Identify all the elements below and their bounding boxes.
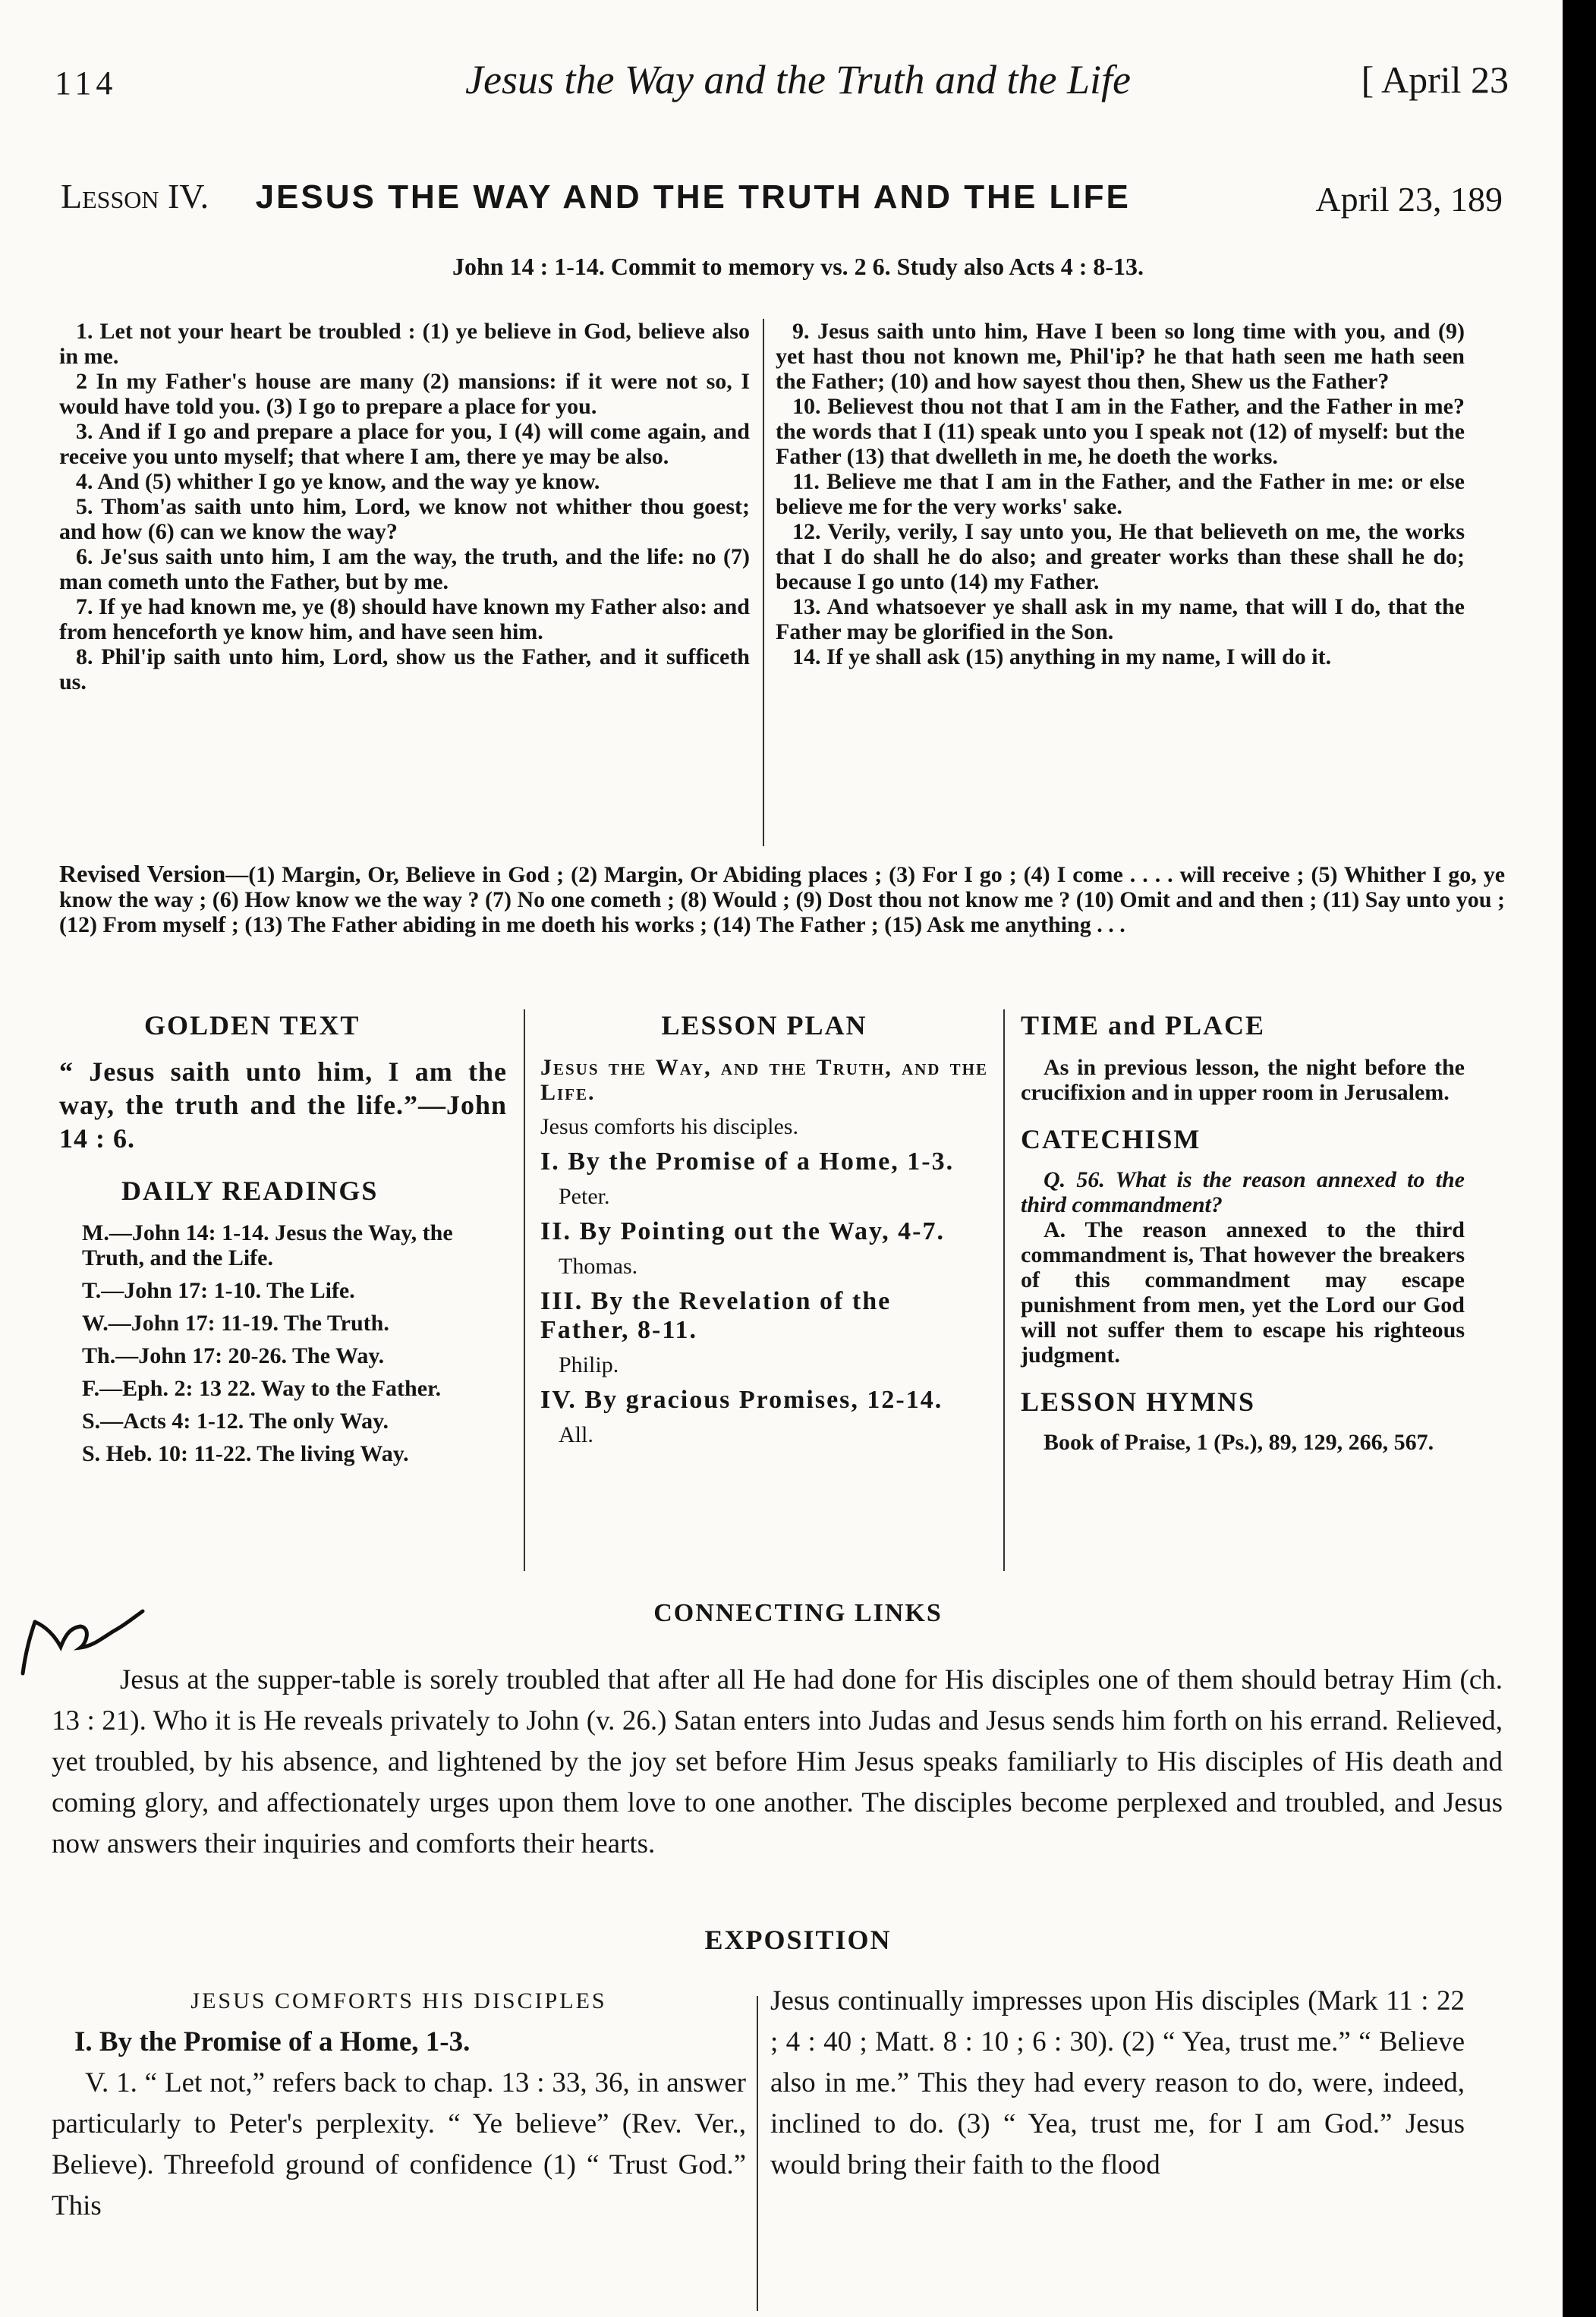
lesson-plan-intro: Jesus comforts his disciples.	[540, 1114, 798, 1139]
verse: 3. And if I go and prepare a place for you, I (4) will come again, and receive you unto myself; that where I am, there ye may be also.	[59, 419, 750, 469]
catechism-question: Q. 56. What is the reason annexed to the third commandment?	[1021, 1167, 1465, 1217]
lesson-plan-heading: LESSON PLAN	[661, 1010, 867, 1040]
plan-point: IV. By gracious Promises, 12-14.	[540, 1386, 943, 1414]
exposition-heading: EXPOSITION	[704, 1925, 892, 1955]
lesson-title: JESUS THE WAY AND THE TRUTH AND THE LIFE	[255, 178, 1131, 216]
lesson-plan-subtitle: Jesus the Way, and the Truth, and the Life.	[540, 1055, 988, 1105]
plan-point: II. By Pointing out the Way, 4-7.	[540, 1217, 945, 1245]
lesson-label: Lesson IV.	[61, 177, 209, 216]
time-place-text: As in previous lesson, the night before the crucifixion and in upper room in Jerusalem.	[1021, 1055, 1465, 1105]
verse: 8. Phil'ip saith unto him, Lord, show us the Father, and it sufficeth us.	[59, 644, 750, 694]
connecting-links-heading: CONNECTING LINKS	[653, 1599, 943, 1627]
daily-readings-heading: DAILY READINGS	[121, 1176, 379, 1206]
plan-person: Philip.	[559, 1352, 619, 1377]
revised-version-label: Revised Version	[59, 860, 226, 887]
verse: 11. Believe me that I am in the Father, and the Father in me: or else believe me for the very works' sake.	[776, 469, 1465, 519]
golden-text-heading: GOLDEN TEXT	[144, 1010, 360, 1040]
right-panel	[1021, 1009, 1465, 1455]
catechism-heading: CATECHISM	[1021, 1124, 1201, 1154]
verse: 4. And (5) whither I go ye know, and the way ye know.	[76, 469, 600, 494]
column-divider	[524, 1009, 525, 1571]
revised-version	[59, 861, 1505, 937]
lesson-heading	[61, 176, 1503, 219]
reading-item: T.—John 17: 1-10. The Life.	[82, 1278, 355, 1303]
exposition-right-text: Jesus continually impresses upon His disciples (Mark 11 : 22 ; 4 : 40 ; Matt. 8 : 10 ; 6 : 30). (2) “ Yea, trust me.” “ Believe also in me.” This they had every reason to do, were, indeed, inclined to do. (3) “ Yea, trust me, for I am God.” Jesus would bring their faith to the flood	[770, 1985, 1465, 2180]
exposition-left-column	[52, 1981, 746, 2227]
verse: 5. Thom'as saith unto him, Lord, we know not whither thou goest; and how (6) can we know the way?	[59, 494, 750, 544]
time-place-heading: TIME and PLACE	[1021, 1010, 1266, 1040]
verse: 9. Jesus saith unto him, Have I been so long time with you, and (9) yet hast thou not known me, Phil'ip? he that hath seen me hath seen the Father; (10) and how sayest thou then, Shew us the Father?	[776, 319, 1465, 394]
reading-item: S. Heb. 10: 11-22. The living Way.	[82, 1441, 409, 1466]
lesson-hymns-heading: LESSON HYMNS	[1021, 1387, 1256, 1417]
column-divider	[757, 1996, 758, 2311]
verse: 13. And whatsoever ye shall ask in my name, that will I do, that the Father may be glorified in the Son.	[776, 594, 1465, 644]
exposition-left-text: V. 1. “ Let not,” refers back to chap. 13 : 33, 36, in answer particularly to Peter's perplexity. “ Ye believe” (Rev. Ver., Believe). Threefold ground of confidence (1) “ Trust God.” This	[52, 2067, 746, 2221]
exposition-section-title: I. By the Promise of a Home, 1-3.	[74, 2026, 471, 2057]
lesson-hymns-text: Book of Praise, 1 (Ps.), 89, 129, 266, 567.	[1044, 1430, 1434, 1455]
scan-edge-bar	[1563, 0, 1596, 2317]
connecting-links-text: Jesus at the supper-table is sorely troubled that after all He had done for His disciples one of them should betray Him (ch. 13 : 21). Who it is He reveals privately to John (v. 26.) Satan enters into Judas and Jesus sends him forth on his errand. Relieved, yet troubled, by his absence, and lightened by the joy set before Him Jesus speaks familiarly to His disciples of His death and coming glory, and affectionately urges upon them love to one another. The disciples become perplexed and troubled, and Jesus now answers their inquiries and comforts their hearts.	[52, 1664, 1503, 1859]
verse: 1. Let not your heart be troubled : (1) ye believe in God, believe also in me.	[59, 319, 750, 369]
scripture-left-column	[59, 319, 750, 694]
header-date: [ April 23	[1361, 58, 1509, 101]
daily-readings-list	[59, 1220, 507, 1466]
lesson-plan-panel	[540, 1009, 988, 1456]
plan-point: I. By the Promise of a Home, 1-3.	[540, 1147, 955, 1176]
golden-text: “ Jesus saith unto him, I am the way, the truth and the life.”—John 14 : 6.	[59, 1056, 507, 1154]
reading-item: W.—John 17: 11-19. The Truth.	[82, 1311, 389, 1336]
reading-item: F.—Eph. 2: 13 22. Way to the Father.	[82, 1376, 442, 1401]
running-title: Jesus the Way and the Truth and the Life	[465, 57, 1131, 102]
verse: 12. Verily, verily, I say unto you, He that believeth on me, the works that I do shall he do also; and greater works than these shall he do; because I go unto (14) my Father.	[776, 519, 1465, 594]
verse: 6. Je'sus saith unto him, I am the way, the truth, and the life: no (7) man cometh unto the Father, but by me.	[59, 544, 750, 594]
exposition-subheading: JESUS COMFORTS HIS DISCIPLES	[190, 1988, 607, 2013]
verse: 14. If ye shall ask (15) anything in my name, I will do it.	[792, 644, 1332, 669]
reading-item: Th.—John 17: 20-26. The Way.	[82, 1343, 385, 1368]
lesson-date: April 23, 189	[1315, 180, 1503, 219]
left-panel	[59, 1009, 507, 1474]
column-divider	[763, 319, 764, 846]
column-divider	[1003, 1009, 1005, 1571]
scripture-reference: John 14 : 1-14. Commit to memory vs. 2 6. Study also Acts 4 : 8-13.	[452, 253, 1144, 280]
verse: 7. If ye had known me, ye (8) should have known my Father also: and from henceforth ye know him, and have seen him.	[59, 594, 750, 644]
scripture-right-column	[776, 319, 1465, 669]
plan-person: Thomas.	[559, 1254, 638, 1279]
revised-version-text: —(1) Margin, Or, Believe in God ; (2) Margin, Or Abiding places ; (3) For I go ; (4) I come . . . . will receive ; (5) Whither I go, ye know the way ; (6) How know we the way ? (7) No one cometh ; (8) Would ; (9) Dost thou not know me ? (10) Omit and and then ; (11) Say unto you ; (12) From myself ; (13) The Father abiding in me doeth his works ; (14) The Father ; (15) Ask me anything . . .	[59, 862, 1506, 937]
exposition-right-column	[770, 1981, 1465, 2186]
handwritten-scribble	[8, 1605, 152, 1689]
verse: 10. Believest thou not that I am in the Father, and the Father in me? the words that I (11) speak unto you I speak not (12) of myself: but the Father (13) that dwelleth in me, he doeth the works.	[776, 394, 1465, 469]
plan-person: All.	[559, 1422, 593, 1447]
catechism-answer: A. The reason annexed to the third commandment is, That however the breakers of this commandment may escape punishment from men, yet the Lord our God will not suffer them to escape his righteous judgment.	[1021, 1217, 1465, 1368]
plan-person: Peter.	[559, 1184, 610, 1209]
reading-item: M.—John 14: 1-14. Jesus the Way, the Truth, and the Life.	[82, 1220, 453, 1270]
reading-item: S.—Acts 4: 1-12. The only Way.	[82, 1409, 389, 1434]
page-number: 114	[55, 65, 118, 102]
verse: 2 In my Father's house are many (2) mansions: if it were not so, I would have told you. (3) I go to prepare a place for you.	[59, 369, 750, 419]
plan-point: III. By the Revelation of the Father, 8-11.	[540, 1287, 892, 1344]
